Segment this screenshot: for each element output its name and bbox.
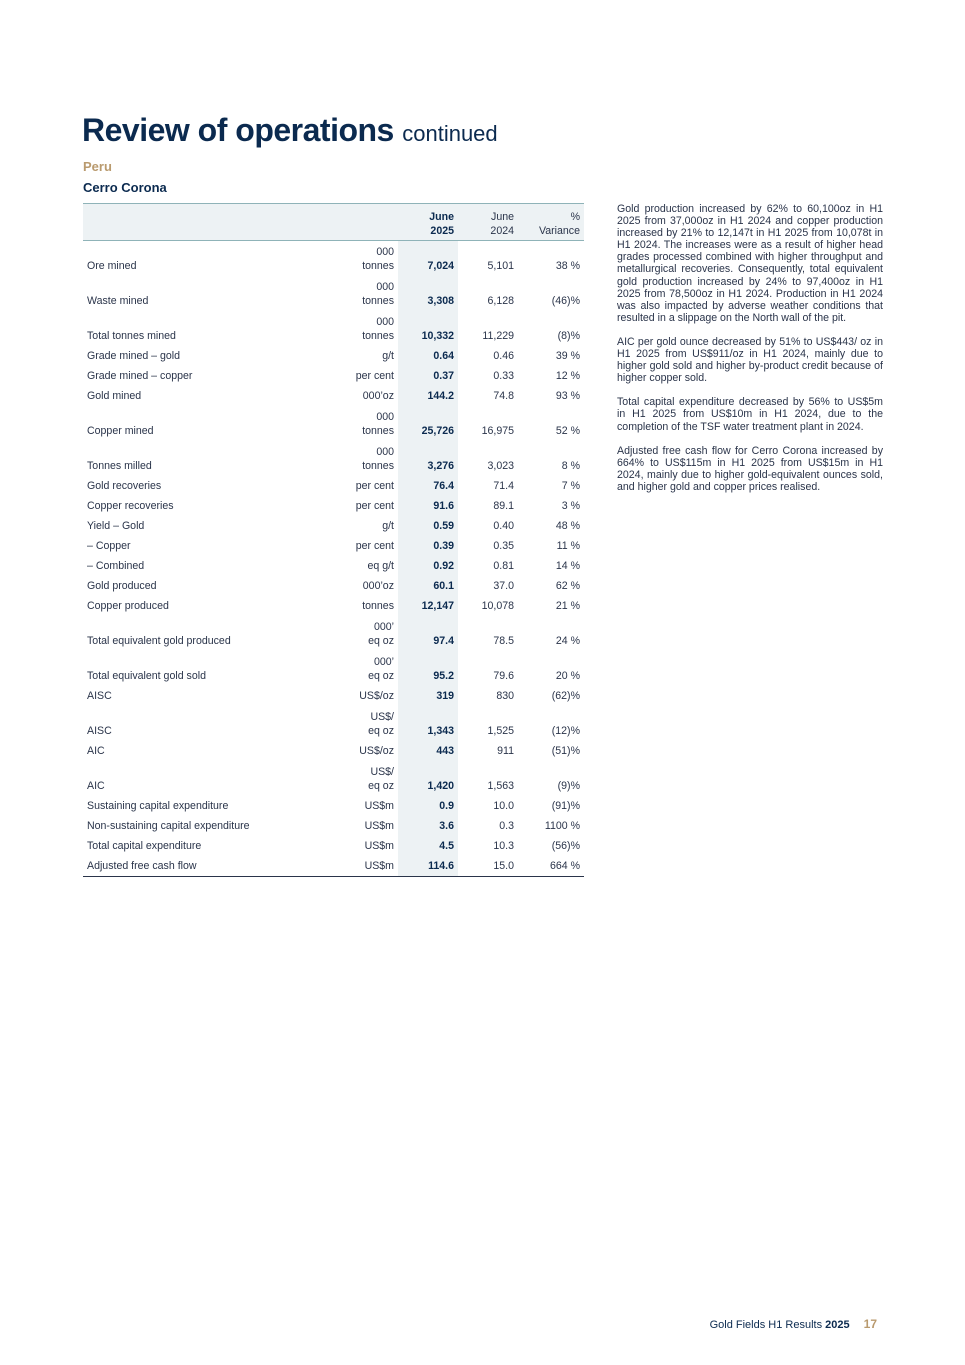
page-title-suffix: continued <box>402 121 498 146</box>
row-current-value: 443 <box>398 741 458 761</box>
table-row <box>83 796 584 816</box>
row-label: Waste mined <box>87 295 149 307</box>
row-current-value: 1,343 <box>398 706 458 741</box>
row-label: Grade mined – gold <box>87 350 181 362</box>
row-prior-value: 10,078 <box>481 600 514 612</box>
row-variance: 93 % <box>555 390 580 402</box>
row-current-value: 0.92 <box>398 556 458 576</box>
unit-line: tonnes <box>362 260 394 272</box>
row-label: Sustaining capital expenditure <box>87 800 229 812</box>
row-variance: 1100 % <box>544 820 580 832</box>
unit-line: g/t <box>382 520 394 532</box>
row-prior-value: 3,023 <box>487 460 514 472</box>
unit-line: g/t <box>382 350 394 362</box>
row-variance: 20 % <box>555 670 580 682</box>
unit-line: per cent <box>355 500 394 512</box>
header-prior-period: June 2024 <box>458 204 518 241</box>
unit-line: 000’ <box>373 656 394 668</box>
table-row <box>83 761 584 796</box>
table-row <box>83 516 584 536</box>
unit-line: US$m <box>364 860 394 872</box>
row-label: Total capital expenditure <box>87 840 202 852</box>
row-prior-value: 0.46 <box>493 350 514 362</box>
row-prior-value: 78.5 <box>493 635 514 647</box>
table-row <box>83 616 584 651</box>
unit-line: 000 <box>376 281 394 293</box>
row-prior-value: 0.40 <box>493 520 514 532</box>
row-current-value: 97.4 <box>398 616 458 651</box>
row-prior-value: 911 <box>497 745 514 757</box>
row-label: Total tonnes mined <box>87 330 176 342</box>
unit-line: tonnes <box>362 425 394 437</box>
unit-line: tonnes <box>362 600 394 612</box>
unit-line: eq oz <box>368 670 394 682</box>
row-label: Non-sustaining capital expenditure <box>87 820 250 832</box>
unit-line: eq oz <box>368 780 394 792</box>
row-variance: 14 % <box>555 560 580 572</box>
row-prior-value: 15.0 <box>493 860 514 872</box>
commentary <box>617 203 883 505</box>
row-current-value: 3,308 <box>398 276 458 311</box>
table-row <box>83 706 584 741</box>
unit-line: US$m <box>364 820 394 832</box>
unit-line: 000 <box>376 246 394 258</box>
table-row <box>83 346 584 366</box>
unit-line: per cent <box>355 370 394 382</box>
unit-line: US$m <box>364 800 394 812</box>
row-prior-value: 74.8 <box>493 390 514 402</box>
row-variance: 48 % <box>555 520 580 532</box>
unit-line: 000 <box>376 316 394 328</box>
row-prior-value: 1,525 <box>487 725 514 737</box>
row-label: Yield – Gold <box>87 520 145 532</box>
row-label: Copper recoveries <box>87 500 174 512</box>
row-prior-value: 830 <box>496 690 514 702</box>
row-label: – Copper <box>87 540 131 552</box>
table-row <box>83 816 584 836</box>
table-row <box>83 366 584 386</box>
row-unit <box>320 311 398 346</box>
row-current-value: 76.4 <box>398 476 458 496</box>
unit-line: US$/ <box>370 766 394 778</box>
row-current-value: 1,420 <box>398 761 458 796</box>
table-row <box>83 741 584 761</box>
row-variance: 52 % <box>555 425 580 437</box>
unit-line: 000 <box>376 411 394 423</box>
table-row <box>83 476 584 496</box>
row-variance: (91)% <box>551 800 580 812</box>
row-current-value: 319 <box>398 686 458 706</box>
row-label: AISC <box>87 690 112 702</box>
row-current-value: 3.6 <box>398 816 458 836</box>
row-prior-value: 0.35 <box>493 540 514 552</box>
row-current-value: 60.1 <box>398 576 458 596</box>
row-prior-value: 10.3 <box>493 840 514 852</box>
row-current-value: 7,024 <box>398 241 458 277</box>
row-unit <box>320 276 398 311</box>
row-label: AIC <box>87 780 105 792</box>
unit-line: US$m <box>364 840 394 852</box>
row-prior-value: 6,128 <box>487 295 514 307</box>
table-row <box>83 686 584 706</box>
row-variance: (51)% <box>551 745 580 757</box>
row-unit <box>320 516 398 536</box>
page-number: 17 <box>863 1317 877 1331</box>
row-prior-value: 5,101 <box>487 260 514 272</box>
header-label-cell <box>83 204 320 241</box>
row-variance: 664 % <box>549 860 580 872</box>
row-unit <box>320 816 398 836</box>
row-unit <box>320 536 398 556</box>
row-unit <box>320 741 398 761</box>
row-unit <box>320 616 398 651</box>
row-label: Total equivalent gold sold <box>87 670 206 682</box>
row-current-value: 0.39 <box>398 536 458 556</box>
row-current-value: 25,726 <box>398 406 458 441</box>
row-variance: (9)% <box>557 780 580 792</box>
table-row <box>83 311 584 346</box>
row-prior-value: 0.3 <box>499 820 514 832</box>
row-prior-value: 37.0 <box>493 580 514 592</box>
row-prior-value: 0.81 <box>493 560 514 572</box>
unit-line: per cent <box>355 480 394 492</box>
table-row <box>83 386 584 406</box>
page-footer <box>710 1317 877 1331</box>
row-unit <box>320 496 398 516</box>
unit-line: US$/oz <box>359 745 394 757</box>
header-current-period: June 2025 <box>398 204 458 241</box>
row-current-value: 12,147 <box>398 596 458 616</box>
row-current-value: 10,332 <box>398 311 458 346</box>
table-row <box>83 241 584 277</box>
table-header-row <box>83 204 584 241</box>
row-unit <box>320 406 398 441</box>
table-row <box>83 536 584 556</box>
region-heading: Peru <box>83 159 112 174</box>
row-variance: (46)% <box>551 295 580 307</box>
row-variance: 39 % <box>555 350 580 362</box>
unit-line: 000’oz <box>362 580 394 592</box>
row-unit <box>320 366 398 386</box>
row-current-value: 95.2 <box>398 651 458 686</box>
unit-line: per cent <box>355 540 394 552</box>
row-prior-value: 71.4 <box>493 480 514 492</box>
row-unit <box>320 556 398 576</box>
row-unit <box>320 651 398 686</box>
row-label: Ore mined <box>87 260 137 272</box>
row-unit <box>320 686 398 706</box>
row-prior-value: 16,975 <box>481 425 514 437</box>
row-variance: (56)% <box>551 840 580 852</box>
row-current-value: 0.37 <box>398 366 458 386</box>
row-label: Total equivalent gold produced <box>87 635 231 647</box>
page-title-main: Review of operations <box>82 112 394 148</box>
header-unit-cell <box>320 204 398 241</box>
commentary-paragraph: Gold production increased by 62% to 60,100oz in H1 2025 from 37,000oz in H1 2024 and copper production increased by 21% to 12,147t in H1 2025 from 10,078t in H1 2024. The increases were as a result of higher head grades processed combined with higher throughput and metallurgical recoveries. Consequently, total equivalent gold production increased by 24% to 97,400oz in H1 2025 from 78,500oz in H1 2024. Production in H1 2024 was also impacted by adverse weather conditions that resulted in a slippage on the North wall of the pit. <box>617 203 883 324</box>
row-unit <box>320 836 398 856</box>
row-label: AIC <box>87 745 105 757</box>
row-prior-value: 79.6 <box>493 670 514 682</box>
table-row <box>83 276 584 311</box>
row-variance: 21 % <box>555 600 580 612</box>
row-unit <box>320 576 398 596</box>
row-unit <box>320 346 398 366</box>
table-row <box>83 836 584 856</box>
row-unit <box>320 856 398 877</box>
operations-table <box>83 203 584 877</box>
row-variance: 12 % <box>555 370 580 382</box>
row-prior-value: 11,229 <box>482 330 514 342</box>
row-current-value: 91.6 <box>398 496 458 516</box>
row-variance: 8 % <box>561 460 580 472</box>
unit-line: eq g/t <box>367 560 394 572</box>
table-row <box>83 496 584 516</box>
row-current-value: 0.59 <box>398 516 458 536</box>
row-prior-value: 0.33 <box>493 370 514 382</box>
unit-line: 000’oz <box>362 390 394 402</box>
table-row <box>83 576 584 596</box>
header-variance: % Variance <box>518 204 584 241</box>
table-row <box>83 406 584 441</box>
footer-year: 2025 <box>825 1319 850 1331</box>
row-current-value: 114.6 <box>398 856 458 877</box>
commentary-paragraph: Total capital expenditure decreased by 56% to US$5m in H1 2025 from US$10m in H1 2024, due to the completion of the TSF water treatment plant in 2024. <box>617 396 883 433</box>
row-variance: 38 % <box>555 260 580 272</box>
row-label: Copper mined <box>87 425 154 437</box>
row-unit <box>320 796 398 816</box>
row-prior-value: 1,563 <box>487 780 514 792</box>
row-unit <box>320 706 398 741</box>
unit-line: tonnes <box>362 295 394 307</box>
row-variance: 24 % <box>555 635 580 647</box>
unit-line: eq oz <box>368 635 394 647</box>
row-current-value: 144.2 <box>398 386 458 406</box>
row-current-value: 3,276 <box>398 441 458 476</box>
row-label: AISC <box>87 725 112 737</box>
row-label: Tonnes milled <box>87 460 152 472</box>
table-row <box>83 651 584 686</box>
row-unit <box>320 476 398 496</box>
row-label: Gold recoveries <box>87 480 162 492</box>
commentary-paragraph: AIC per gold ounce decreased by 51% to US$443/ oz in H1 2025 from US$911/oz in H1 2024, mainly due to higher gold sold and higher by-product credit because of higher copper sold. <box>617 335 883 385</box>
table-row <box>83 556 584 576</box>
row-variance: (12)% <box>551 725 580 737</box>
table-row <box>83 856 584 877</box>
row-variance: 7 % <box>561 480 580 492</box>
mine-heading: Cerro Corona <box>83 180 167 195</box>
row-label: Gold mined <box>87 390 142 402</box>
row-unit <box>320 761 398 796</box>
row-variance: 11 % <box>556 540 580 552</box>
row-variance: (8)% <box>557 330 580 342</box>
row-label: Adjusted free cash flow <box>87 860 197 872</box>
row-label: Gold produced <box>87 580 157 592</box>
row-current-value: 0.9 <box>398 796 458 816</box>
row-current-value: 4.5 <box>398 836 458 856</box>
row-label: Copper produced <box>87 600 169 612</box>
commentary-paragraph: Adjusted free cash flow for Cerro Corona increased by 664% to US$115m in H1 2025 from US$15m in H1 2024, mainly due to higher gold-equivalent ounces sold, and higher gold and copper prices realised. <box>617 444 883 493</box>
row-label: – Combined <box>87 560 145 572</box>
footer-report-name: Gold Fields H1 Results <box>709 1319 823 1331</box>
unit-line: eq oz <box>368 725 394 737</box>
unit-line: US$/oz <box>359 690 394 702</box>
row-current-value: 0.64 <box>398 346 458 366</box>
operations-table-body <box>83 241 584 877</box>
row-unit <box>320 441 398 476</box>
table-row <box>83 441 584 476</box>
unit-line: tonnes <box>362 330 394 342</box>
row-unit <box>320 241 398 277</box>
row-unit <box>320 596 398 616</box>
row-label: Grade mined – copper <box>87 370 193 382</box>
unit-line: US$/ <box>370 711 394 723</box>
row-unit <box>320 386 398 406</box>
unit-line: 000 <box>376 446 394 458</box>
row-variance: 62 % <box>555 580 580 592</box>
row-variance: (62)% <box>551 690 580 702</box>
row-prior-value: 89.1 <box>493 500 514 512</box>
unit-line: tonnes <box>362 460 394 472</box>
table-row <box>83 596 584 616</box>
row-variance: 3 % <box>561 500 580 512</box>
row-prior-value: 10.0 <box>493 800 514 812</box>
unit-line: 000’ <box>373 621 394 633</box>
page-title <box>82 112 498 149</box>
